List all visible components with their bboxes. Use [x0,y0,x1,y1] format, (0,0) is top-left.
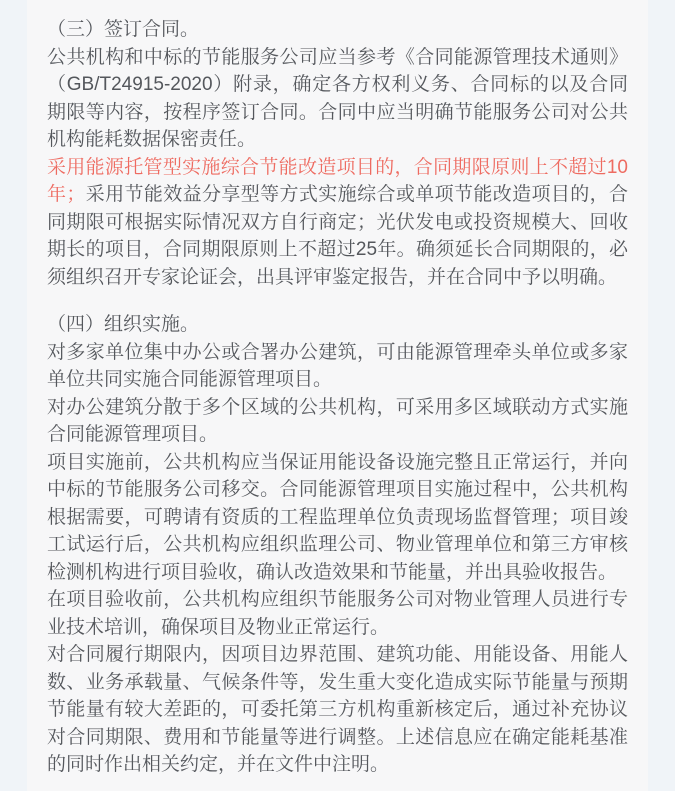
article-content [27,0,648,791]
section4-heading: （四）组织实施。 [47,314,200,335]
highlighted-energy-custody-term-text: 采用能源托管型实施综合节能改造项目的，合同期限原则上不超过10年； [47,156,628,205]
contract-term-rest-text: 采用节能效益分享型等方式实施综合或单项节能改造项目的，合同期限可根据实际情况双方自行商定；光伏发电或投资规模大、回收期长的项目，合同期限原则上不超过25年。确须延长合同期限的，必须组织召开专家论证会，出具评审鉴定报告，并在合同中予以明确。 [47,184,628,288]
section3-heading: （三）签订合同。 [47,19,200,40]
section3-paragraph-contract-term [47,154,628,292]
section4-paragraph-adjustment: 对合同履行期限内，因项目边界范围、建筑功能、用能设备、用能人数、业务承载量、气候条件等，发生重大变化造成实际节能量与预期节能量有较大差距的，可委托第三方机构重新核定后，通过补充协议对合同期限、费用和节能量等进行调整。上述信息应在确定能耗基准的同时作出相关约定，并在文件中注明。 [47,644,628,775]
section4-paragraph-joint-office: 对多家单位集中办公或合署办公建筑，可由能源管理牵头单位或多家单位共同实施合同能源管理项目。 [47,341,628,390]
section4-paragraph-implementation-acceptance: 项目实施前，公共机构应当保证用能设备设施完整且正常运行，并向中标的节能服务公司移交。合同能源管理项目实施过程中，公共机构根据需要，可聘请有资质的工程监理单位负责现场监督管理；项目竣工试运行后，公共机构应组织监理公司、物业管理单位和第三方审核检测机构进行项目验收，确认改造效果和节能量，并出具验收报告。 [47,451,628,583]
section4-paragraph-multi-region: 对办公建筑分散于多个区域的公共机构，可采用多区域联动方式实施合同能源管理项目。 [47,396,628,445]
section4-paragraph-training: 在项目验收前，公共机构应组织节能服务公司对物业管理人员进行专业技术培训，确保项目及物业正常运行。 [47,589,628,638]
section3-paragraph-contract-signing: 公共机构和中标的节能服务公司应当参考《合同能源管理技术通则》（GB/T24915-2020）附录，确定各方权利义务、合同标的以及合同期限等内容，按程序签订合同。合同中应当明确节能服务公司对公共机构能耗数据保密责任。 [47,46,628,150]
